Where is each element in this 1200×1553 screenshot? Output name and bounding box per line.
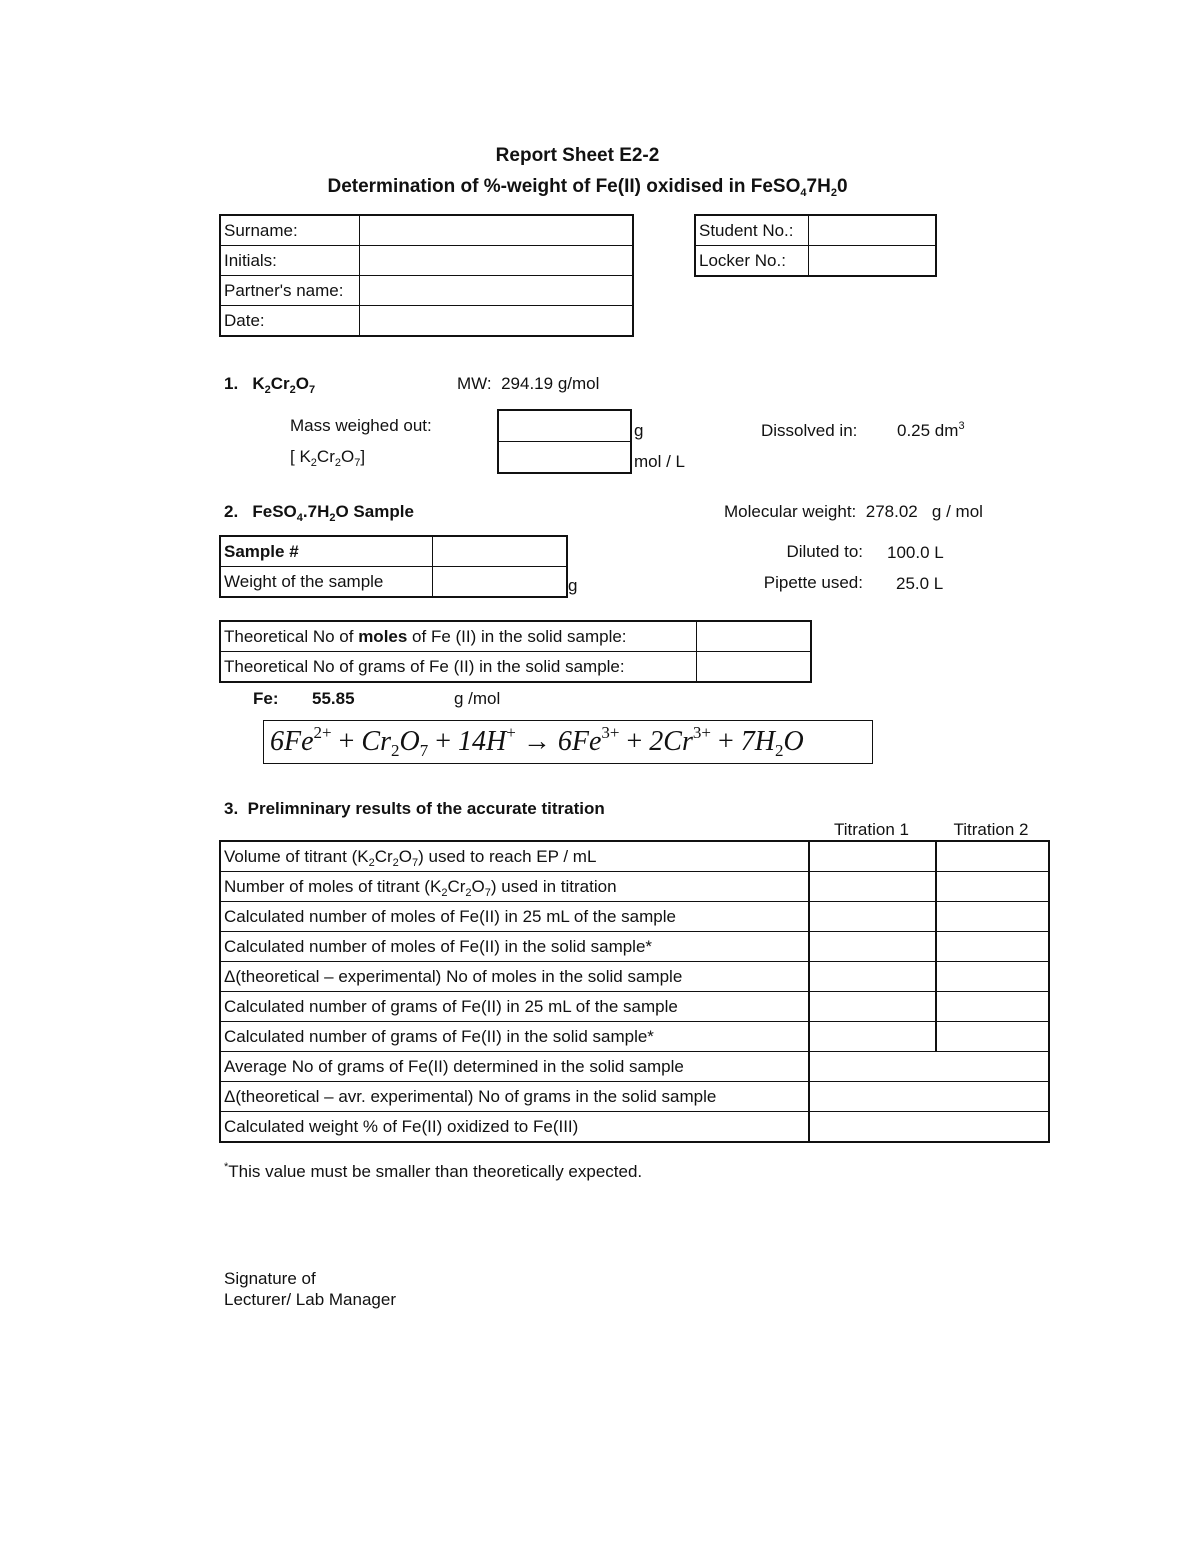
- volume-titrant-label: Volume of titrant $(K_2Cr_2O_7)$ used to reach EP / mL: [221, 842, 809, 872]
- page-subtitle: Determination of %-weight of Fe(II) oxidised in $FeSO_47H_20$: [327, 176, 848, 199]
- mass-weighed-label: Mass weighed out:: [290, 416, 432, 435]
- titration2-cell[interactable]: [936, 842, 1049, 872]
- section1-mw: MW: 294.19 g/mol: [457, 374, 600, 393]
- partner-row: [221, 276, 633, 306]
- titration2-cell[interactable]: [936, 932, 1049, 962]
- concentration-unit: mol / L: [634, 452, 686, 471]
- titration1-header: Titration 1: [834, 820, 909, 839]
- titration2-header: Titration 2: [953, 820, 1029, 839]
- mass-unit: g: [634, 421, 644, 440]
- sample-number-field[interactable]: [433, 537, 567, 567]
- result-row-label: Calculated number of moles of Fe(II) in the solid sample*: [221, 932, 809, 962]
- locker-no-field[interactable]: [809, 246, 936, 276]
- pipette-value: 25.0 L: [896, 574, 944, 593]
- surname-field[interactable]: [360, 216, 633, 246]
- titration1-cell[interactable]: [809, 1022, 936, 1052]
- student-no-label: Student No.:: [696, 216, 809, 246]
- initials-row: [221, 246, 633, 276]
- table-row: [221, 1022, 1049, 1052]
- titration1-cell[interactable]: [809, 872, 936, 902]
- sample-number-label: Sample #: [221, 537, 433, 567]
- theoretical-moles-field[interactable]: [697, 622, 811, 652]
- date-field[interactable]: [360, 306, 633, 336]
- diluted-label: Diluted to:: [786, 542, 863, 561]
- titration2-cell[interactable]: [936, 902, 1049, 932]
- section1-heading: 1. $K_2Cr_2O_7$: [224, 374, 316, 396]
- titration1-cell[interactable]: [809, 842, 936, 872]
- theoretical-grams-label: Theoretical No of grams of Fe (II) in the solid sample:: [221, 652, 697, 682]
- diluted-value: 100.0 L: [887, 543, 944, 562]
- result-row-label: Δ(theoretical – experimental) No of moles in the solid sample: [221, 962, 809, 992]
- titration2-cell[interactable]: [936, 872, 1049, 902]
- results-table: [220, 841, 1049, 1142]
- concentration-label: [ $K_2Cr_2O_7$]: [290, 447, 366, 469]
- date-row: [221, 306, 633, 336]
- locker-no-row: [696, 246, 936, 276]
- fe-value: 55.85: [312, 689, 355, 708]
- result-row-label: Calculated weight % of Fe(II) oxidized to Fe(III): [221, 1112, 809, 1142]
- locker-no-label: Locker No.:: [696, 246, 809, 276]
- fe-unit: g /mol: [454, 689, 501, 708]
- fe-label: Fe:: [253, 689, 279, 708]
- titration2-cell[interactable]: [936, 962, 1049, 992]
- table-row: [221, 842, 1049, 872]
- section2-heading: 2. $FeSO_4.7H_2O$ Sample: [224, 502, 414, 524]
- table-row: [221, 1082, 1049, 1112]
- date-label: Date:: [221, 306, 360, 336]
- sample-number-row: [221, 537, 567, 567]
- result-row-label: Calculated number of grams of Fe(II) in 25 mL of the sample: [221, 992, 809, 1022]
- table-row: [221, 1052, 1049, 1082]
- table-row: [221, 992, 1049, 1022]
- sample-weight-row: [221, 567, 567, 597]
- sample-weight-label: Weight of the sample: [221, 567, 433, 597]
- table-row: [221, 962, 1049, 992]
- concentration-field[interactable]: [497, 441, 632, 474]
- titration1-cell[interactable]: [809, 932, 936, 962]
- merged-result-cell[interactable]: [809, 1112, 1049, 1142]
- table-row: [221, 932, 1049, 962]
- student-info-table: [220, 215, 633, 336]
- titration2-cell[interactable]: [936, 992, 1049, 1022]
- merged-result-cell[interactable]: [809, 1082, 1049, 1112]
- theoretical-grams-field[interactable]: [697, 652, 811, 682]
- table-row: [221, 902, 1049, 932]
- theoretical-table: [220, 621, 811, 682]
- student-number-table: [695, 215, 936, 276]
- section3-heading: 3. Prelimninary results of the accurate titration: [224, 799, 605, 818]
- page-title: Report Sheet E2-2: [495, 145, 660, 166]
- dissolved-value: 0.25 $dm^3$: [897, 420, 965, 440]
- partner-field[interactable]: [360, 276, 633, 306]
- molecular-weight: Molecular weight: 278.02 g / mol: [724, 502, 983, 521]
- result-row-label: Calculated number of grams of Fe(II) in the solid sample*: [221, 1022, 809, 1052]
- surname-row: [221, 216, 633, 246]
- sample-table: [220, 536, 567, 597]
- titration1-cell[interactable]: [809, 992, 936, 1022]
- table-row: [221, 872, 1049, 902]
- theoretical-moles-label: Theoretical No of moles of Fe (II) in the solid sample:: [221, 622, 697, 652]
- result-row-label: Average No of grams of Fe(II) determined in the solid sample: [221, 1052, 809, 1082]
- theoretical-grams-row: [221, 652, 811, 682]
- merged-result-cell[interactable]: [809, 1052, 1049, 1082]
- sample-weight-unit: g: [568, 576, 578, 595]
- pipette-label: Pipette used:: [763, 573, 863, 592]
- moles-titrant-label: Number of moles of titrant $(K_2Cr_2O_7)$ used in titration: [221, 872, 809, 902]
- redox-equation: $6Fe^{2+} + Cr_2O_7 + 14H^+ \to 6Fe^{3+} + 2Cr^{3+} + 7H_2O$: [263, 720, 873, 764]
- mass-weighed-field[interactable]: [497, 409, 632, 442]
- student-no-row: [696, 216, 936, 246]
- partner-label: Partner's name:: [221, 276, 360, 306]
- theoretical-moles-row: [221, 622, 811, 652]
- signature-line2: Lecturer/ Lab Manager: [224, 1290, 396, 1309]
- surname-label: Surname:: [221, 216, 360, 246]
- signature-line1: Signature of: [224, 1269, 316, 1288]
- initials-field[interactable]: [360, 246, 633, 276]
- table-row: [221, 1112, 1049, 1142]
- titration1-cell[interactable]: [809, 902, 936, 932]
- footnote: *This value must be smaller than theoretically expected.: [224, 1161, 643, 1181]
- student-no-field[interactable]: [809, 216, 936, 246]
- titration2-cell[interactable]: [936, 1022, 1049, 1052]
- sample-weight-field[interactable]: [433, 567, 567, 597]
- result-row-label: Calculated number of moles of Fe(II) in 25 mL of the sample: [221, 902, 809, 932]
- result-row-label: Δ(theoretical – avr. experimental) No of grams in the solid sample: [221, 1082, 809, 1112]
- initials-label: Initials:: [221, 246, 360, 276]
- titration1-cell[interactable]: [809, 962, 936, 992]
- dissolved-label: Dissolved in:: [761, 421, 858, 440]
